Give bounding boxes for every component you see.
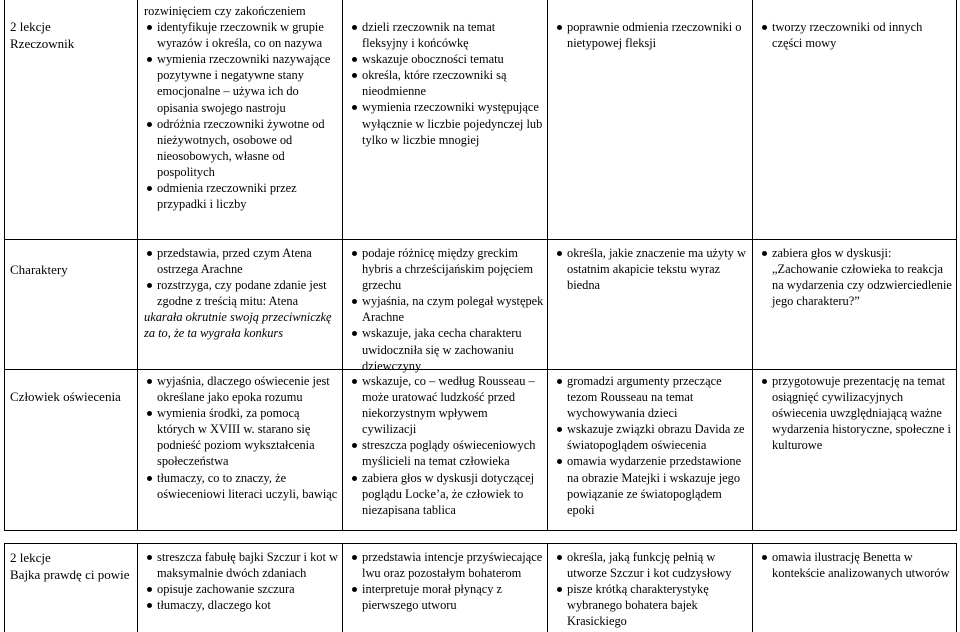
cell-criteria-1 (144, 373, 339, 502)
table-border (342, 0, 343, 531)
cell-criteria-4 (759, 19, 954, 51)
criteria-item: wskazuje oboczności tematu (349, 51, 544, 67)
criteria-item: wyjaśnia, na czym polegał występek Arachne (349, 293, 544, 325)
row-label-line: 2 lekcje (10, 550, 51, 565)
criteria-item: poprawnie odmienia rzeczowniki o nietypowej fleksji (554, 19, 749, 51)
row-label-line: Charaktery (10, 262, 68, 277)
table-border (342, 543, 343, 632)
table-border (4, 239, 957, 240)
criteria-list (759, 245, 954, 309)
table-border (547, 0, 548, 531)
criteria-item: przedstawia intencje przyświecające lwu oraz pozostałym bohaterom (349, 549, 544, 581)
cell-criteria-2 (349, 245, 544, 374)
table-border (752, 543, 753, 632)
cell-criteria-3 (554, 19, 749, 51)
row-label-line: 2 lekcje (10, 19, 51, 34)
criteria-item: zabiera głos w dyskusji: „Zachowanie człowieka to reakcja na wydarzenia czy odzwierciedlenie jego charakteru?” (759, 245, 954, 309)
table-border (4, 543, 5, 632)
criteria-item: podaje różnicę między greckim hybris a chrześcijańskim pojęciem grzechu (349, 245, 544, 293)
table-border (752, 0, 753, 531)
criteria-item: odróżnia rzeczowniki żywotne od nieżywotnych, osobowe od nieosobowych, własne od pospolitych (144, 116, 339, 180)
cell-criteria-4 (759, 245, 954, 309)
criteria-item: tłumaczy, co to znaczy, że oświeceniowi literaci uczyli, bawiąc (144, 470, 339, 502)
table-border (956, 0, 957, 531)
criteria-item: gromadzi argumenty przeczące tezom Rousseau na temat wychowywania dzieci (554, 373, 749, 421)
cell-criteria-1 (144, 245, 339, 342)
criteria-item: interpretuje morał płynący z pierwszego utworu (349, 581, 544, 613)
row-label-line: Rzeczownik (10, 36, 75, 51)
cell-criteria-3 (554, 373, 749, 518)
criteria-item: przygotowuje prezentację na temat osiągnięć cywilizacyjnych oświecenia uwzględniającą ważne wydarzenia historyczne, społeczne i kulturowe (759, 373, 954, 453)
criteria-item: streszcza fabułę bajki Szczur i kot w maksymalnie dwóch zdaniach (144, 549, 339, 581)
row-label (10, 549, 135, 583)
cell-criteria-3 (554, 549, 749, 629)
cell-criteria-4 (759, 549, 954, 581)
criteria-item: identyfikuje rzeczownik w grupie wyrazów i określa, co on nazywa (144, 19, 339, 51)
criteria-item: opisuje zachowanie szczura (144, 581, 339, 597)
criteria-item: wyjaśnia, dlaczego oświecenie jest określane jako epoka rozumu (144, 373, 339, 405)
cell-criteria-2 (349, 549, 544, 613)
criteria-item: wymienia rzeczowniki nazywające pozytywne i negatywne stany emocjonalne – używa ich do opisania swojego nastroju (144, 51, 339, 115)
criteria-item: odmienia rzeczowniki przez przypadki i liczby (144, 180, 339, 212)
table-border (4, 543, 957, 544)
criteria-item: omawia wydarzenie przedstawione na obrazie Matejki i wskazuje jego powiązanie ze światopoglądem epoki (554, 453, 749, 517)
criteria-item: tworzy rzeczowniki od innych części mowy (759, 19, 954, 51)
criteria-item: pisze krótką charakterystykę wybranego bohatera bajek Krasickiego (554, 581, 749, 629)
criteria-item: wymienia rzeczowniki występujące wyłącznie w liczbie pojedynczej lub tylko w liczbie mnogiej (349, 99, 544, 147)
row-label (10, 261, 135, 278)
criteria-item: określa, które rzeczowniki są nieodmienne (349, 67, 544, 99)
criteria-list (554, 373, 749, 518)
cell-criteria-2 (349, 373, 544, 518)
table-border (4, 530, 957, 531)
row-label-line: Bajka prawdę ci powie (10, 567, 130, 582)
criteria-item: streszcza poglądy oświeceniowych myślicieli na temat człowieka (349, 437, 544, 469)
criteria-item: wskazuje, co – według Rousseau – może uratować ludzkość przed niekorzystnym wpływem cywilizacji (349, 373, 544, 437)
criteria-list (759, 19, 954, 51)
criteria-item: omawia ilustrację Benetta w kontekście analizowanych utworów (759, 549, 954, 581)
criteria-list (144, 245, 339, 342)
criteria-list (759, 373, 954, 453)
row-label-line: Człowiek oświecenia (10, 389, 121, 404)
criteria-continuation: ukarała okrutnie swoją przeciwniczkę za to, że ta wygrała konkurs (144, 310, 332, 341)
table-border (956, 543, 957, 632)
criteria-item: tłumaczy, dlaczego kot (144, 597, 339, 613)
cell-criteria-4 (759, 373, 954, 453)
criteria-list (349, 549, 544, 613)
criteria-list (759, 549, 954, 581)
criteria-list (554, 549, 749, 629)
criteria-list (554, 19, 749, 51)
criteria-item: wymienia środki, za pomocą których w XVIII w. starano się podnieść poziom wykształcenia społeczeństwa (144, 405, 339, 469)
criteria-continuation: rozwinięciem czy zakończeniem (144, 4, 306, 18)
criteria-item: dzieli rzeczownik na temat fleksyjny i końcówkę (349, 19, 544, 51)
table-border (547, 543, 548, 632)
row-label (10, 18, 135, 52)
criteria-list (144, 373, 339, 502)
criteria-item: zabiera głos w dyskusji dotyczącej poglądu Locke’a, że człowiek to niezapisana tablica (349, 470, 544, 518)
criteria-list (144, 3, 339, 212)
criteria-list (144, 549, 339, 613)
criteria-list (554, 245, 749, 293)
table-border (137, 543, 138, 632)
table-border (137, 0, 138, 531)
criteria-item: rozstrzyga, czy podane zdanie jest zgodne z treścią mitu: Atena (144, 277, 339, 309)
cell-criteria-3 (554, 245, 749, 293)
criteria-list (349, 245, 544, 374)
criteria-list (349, 373, 544, 518)
table-border (4, 0, 5, 531)
cell-criteria-1 (144, 3, 339, 212)
row-label (10, 388, 135, 405)
criteria-item: wskazuje, jaka cecha charakteru uwidoczniła się w zachowaniu dziewczyny (349, 325, 544, 373)
cell-criteria-1 (144, 549, 339, 613)
criteria-item: określa, jakie znaczenie ma użyty w ostatnim akapicie tekstu wyraz biedna (554, 245, 749, 293)
cell-criteria-2 (349, 19, 544, 148)
criteria-item: wskazuje związki obrazu Davida ze światopoglądem oświecenia (554, 421, 749, 453)
criteria-list (349, 19, 544, 148)
criteria-item: określa, jaką funkcję pełnią w utworze Szczur i kot cudzysłowy (554, 549, 749, 581)
criteria-item: przedstawia, przed czym Atena ostrzega Arachne (144, 245, 339, 277)
